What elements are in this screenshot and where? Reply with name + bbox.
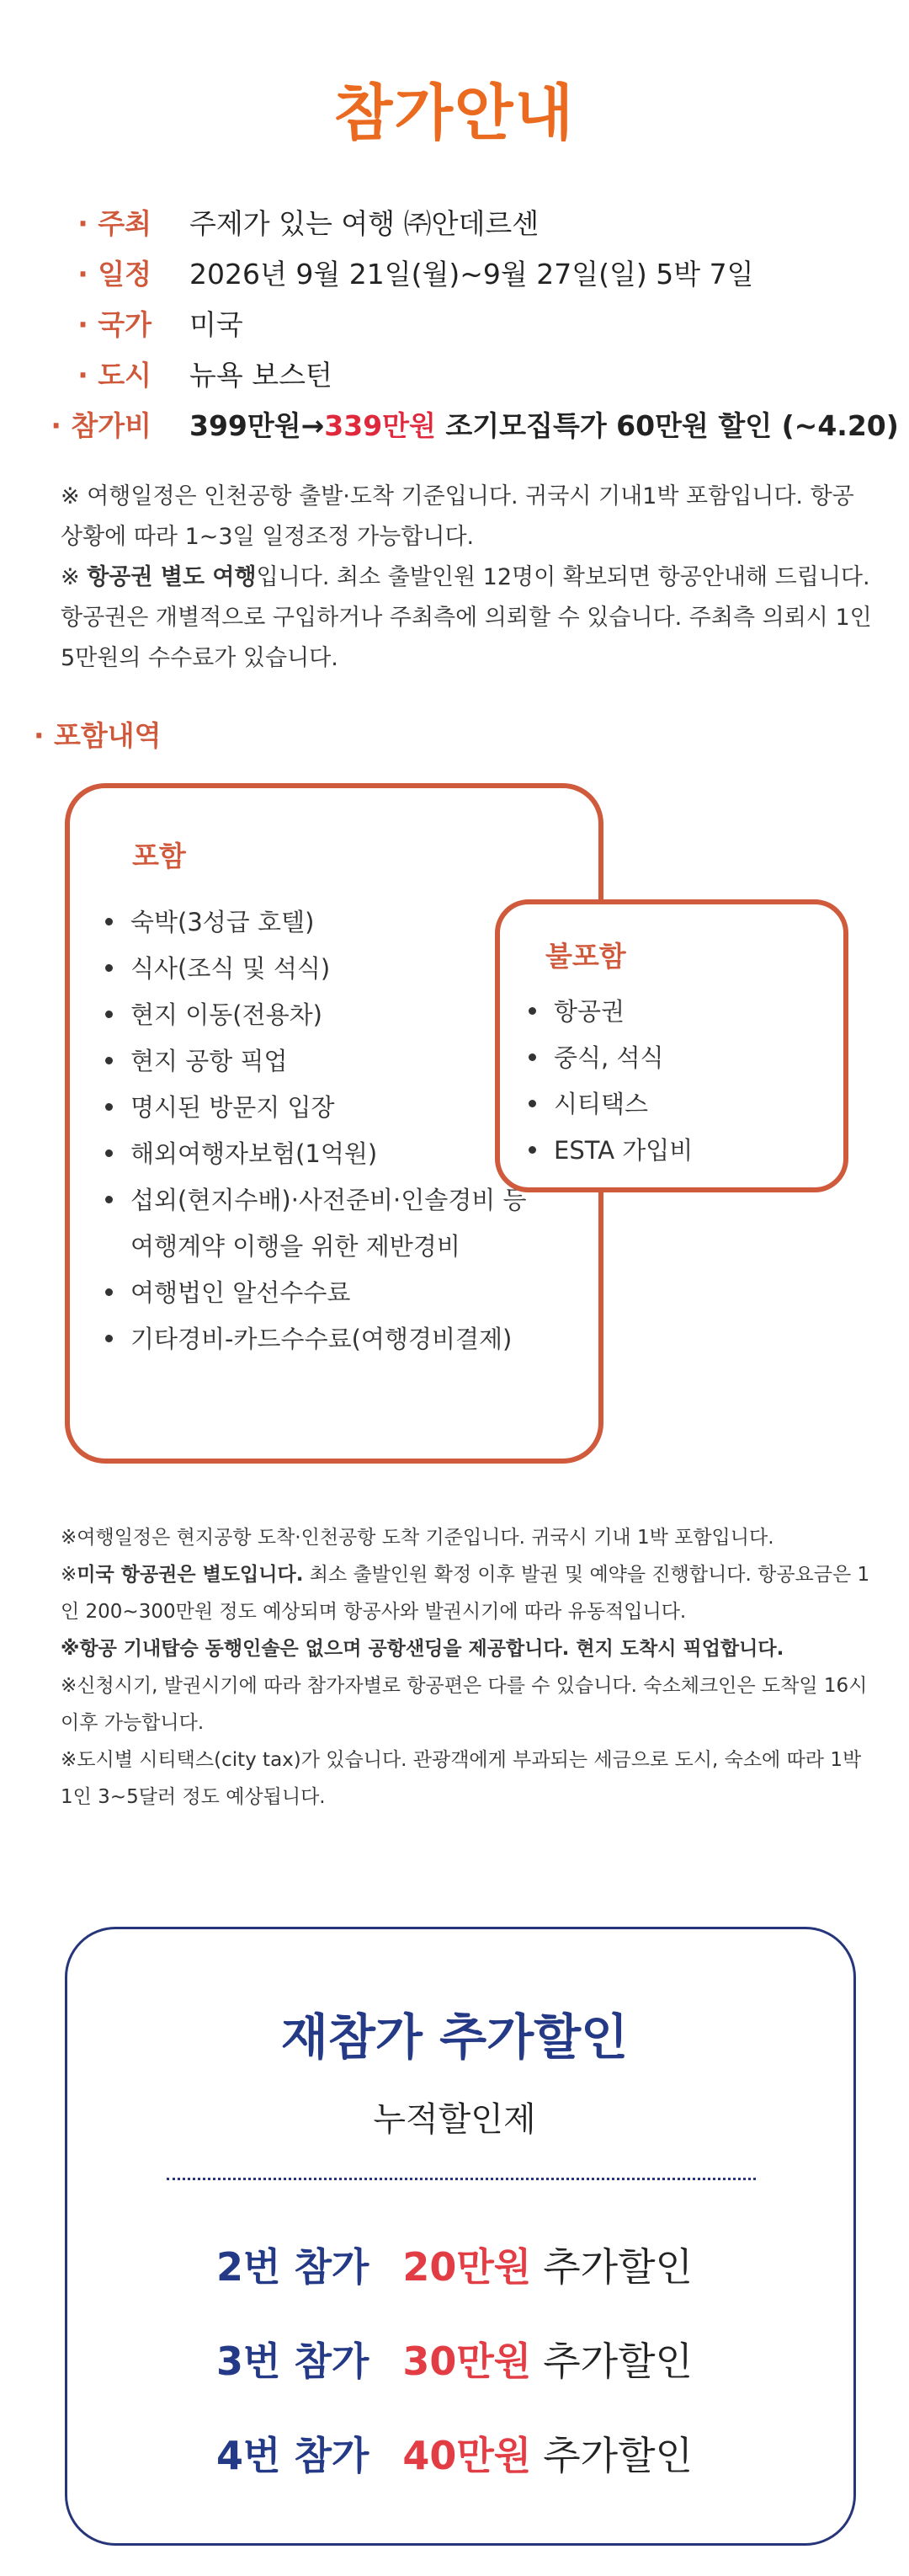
list-item: 해외여행자보험(1억원): [105, 1131, 551, 1177]
excluded-list: [529, 989, 806, 1174]
rejoin-amount: 20만원: [402, 2244, 532, 2290]
list-item: 섭외(현지수배)·사전준비·인솔경비 등 여행계약 이행을 위한 제반경비: [105, 1177, 551, 1270]
list-item: 식사(조식 및 석식): [105, 946, 551, 992]
fee-sale: 339만원: [324, 409, 436, 442]
note-flight: [61, 557, 873, 679]
info-date-value: 2026년 9월 21일(월)~9월 27일(일) 5박 7일: [189, 258, 754, 291]
rejoin-count: 4번 참가: [216, 2433, 369, 2478]
rejoin-suffix: 추가할인: [543, 2339, 693, 2384]
fine-note-1: ※여행일정은 현지공항 도착·인천공항 도착 기준입니다. 귀국시 기내 1박 포함입니다.: [61, 1527, 774, 1549]
info-fee-value: [189, 404, 899, 444]
note-flight-prefix: ※: [61, 564, 88, 590]
list-item: 숙박(3성급 호텔): [105, 899, 551, 946]
included-heading: 포함: [132, 840, 186, 872]
rejoin-title: 재참가 추가할인: [280, 2008, 629, 2066]
rejoin-suffix: 추가할인: [543, 2244, 693, 2290]
list-item: 현지 이동(전용차): [105, 992, 551, 1038]
info-country-value: 미국: [189, 308, 243, 341]
rejoin-row: [0, 2331, 909, 2387]
info-host-label: · 주최: [77, 207, 152, 240]
fee-note: 조기모집특가 60만원 할인 (~4.20): [435, 409, 899, 442]
note-flight-rest: 입니다. 최소 출발인원 12명이 확보되면 항공안내해 드립니다. 항공권은 개별적으로 구입하거나 주최측에 의뢰할 수 있습니다. 주최측 의뢰시 1인 5만원의 수수료가 있습니다.: [61, 564, 872, 671]
info-city: [0, 354, 909, 404]
list-item: 명시된 방문지 입장: [105, 1085, 551, 1131]
fine-note-4: ※신청시기, 발권시기에 따라 참가자별로 항공편은 다를 수 있습니다. 숙소체크인은 도착일 16시 이후 가능합니다.: [61, 1675, 868, 1734]
list-item: 기타경비-카드수수료(여행경비결제): [105, 1316, 551, 1363]
list-item: 항공권: [529, 989, 806, 1035]
info-fee-label: · 참가비: [50, 409, 152, 442]
info-date: [0, 253, 909, 303]
rejoin-row: [0, 2425, 909, 2481]
info-city-value: 뉴욕 보스턴: [189, 359, 332, 392]
info-fee: [0, 404, 909, 455]
list-item: ESTA 가입비: [529, 1128, 806, 1174]
fine-note-5: ※도시별 시티택스(city tax)가 있습니다. 관광객에게 부과되는 세금으로 도시, 숙소에 따라 1박 1인 3~5달러 정도 예상됩니다.: [61, 1749, 862, 1808]
fine-note-3: ※항공 기내탑승 동행인솔은 없으며 공항샌딩을 제공합니다. 현지 도착시 픽업합니다.: [61, 1638, 784, 1660]
list-item: 중식, 석식: [529, 1035, 806, 1081]
info-country: [0, 303, 909, 354]
page-title: 참가안내: [333, 77, 576, 148]
note-flight-bold: 항공권 별도 여행: [87, 564, 257, 590]
rejoin-count: 3번 참가: [216, 2339, 369, 2384]
fine-note-2: [61, 1556, 873, 1630]
rejoin-amount: 40만원: [402, 2433, 532, 2478]
rejoin-suffix: 추가할인: [543, 2433, 693, 2478]
info-city-label: · 도시: [77, 359, 152, 392]
excluded-heading: 불포함: [545, 940, 626, 973]
rejoin-subtitle: 누적할인제: [373, 2100, 536, 2139]
rejoin-count: 2번 참가: [216, 2244, 369, 2290]
list-item: 여행법인 알선수수료: [105, 1270, 551, 1316]
fee-original: 399만원→: [189, 409, 325, 442]
note-schedule: ※ 여행일정은 인천공항 출발·도착 기준입니다. 귀국시 기내1박 포함입니다. 항공상황에 따라 1~3일 일정조정 가능합니다.: [61, 483, 854, 550]
info-country-label: · 국가: [77, 308, 152, 341]
list-item: 현지 공항 픽업: [105, 1038, 551, 1085]
rejoin-row: [0, 2237, 909, 2292]
rejoin-amount: 30만원: [402, 2339, 532, 2384]
info-host: [0, 202, 909, 253]
info-date-label: · 일정: [77, 258, 152, 291]
rejoin-divider: [167, 2178, 756, 2180]
section-title-included: · 포함내역: [34, 719, 162, 752]
fine-note-2-prefix: ※: [61, 1564, 77, 1586]
list-item: 시티택스: [529, 1081, 806, 1128]
excluded-box: [495, 899, 848, 1192]
fine-note-2-rest: 최소 출발인원 확정 이후 발권 및 예약을 진행합니다. 항공요금은 1인 200~300만원 정도 예상되며 항공사와 발권시기에 따라 유동적입니다.: [61, 1564, 870, 1623]
included-list: [105, 899, 551, 1363]
info-host-value: 주제가 있는 여행 ㈜안데르센: [189, 207, 540, 240]
fine-note-2-bold: 미국 항공권은 별도입니다.: [77, 1564, 304, 1586]
